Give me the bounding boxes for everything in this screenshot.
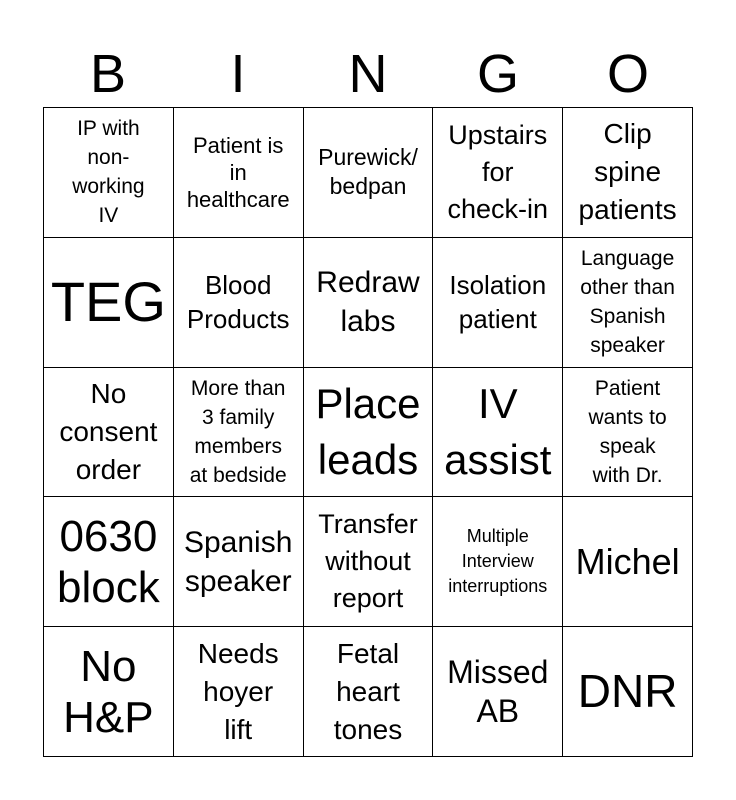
header-letter-i: I	[230, 44, 246, 104]
header-letter-n: N	[348, 44, 388, 104]
bingo-cell[interactable]	[44, 497, 174, 627]
bingo-cell[interactable]	[304, 368, 434, 498]
cell-text: Needs hoyer lift	[197, 637, 279, 745]
bingo-cell[interactable]	[174, 497, 304, 627]
bingo-cell[interactable]	[304, 108, 434, 238]
bingo-cell[interactable]	[174, 238, 304, 368]
cell-text: Blood Products	[186, 270, 290, 335]
cell-text: More than 3 family members at bedside	[189, 376, 287, 487]
cell-text: Patient wants to speak with Dr.	[588, 376, 667, 487]
bingo-board	[43, 107, 693, 757]
cell-text: DNR	[577, 665, 678, 718]
cell-text: Language other than Spanish speaker	[580, 247, 675, 358]
bingo-cell[interactable]	[433, 238, 563, 368]
header-letter-g: G	[476, 44, 519, 104]
cell-text: Fetal heart tones	[333, 637, 403, 745]
bingo-cell[interactable]	[44, 238, 174, 368]
bingo-cell[interactable]	[304, 497, 434, 627]
cell-text: Multiple Interview interruptions	[448, 526, 548, 597]
cell-text: Clip spine patients	[578, 118, 677, 226]
cell-text: Missed AB	[447, 653, 549, 729]
bingo-cell[interactable]	[563, 238, 693, 368]
bingo-cell[interactable]	[174, 108, 304, 238]
header-letter-o: O	[606, 44, 649, 104]
bingo-cell[interactable]	[563, 368, 693, 498]
cell-text: Patient is in healthcare	[186, 132, 290, 212]
bingo-cell[interactable]	[563, 627, 693, 757]
cell-text: Transfer without report	[318, 509, 418, 614]
cell-text: Purewick/ bedpan	[318, 144, 418, 200]
bingo-cell[interactable]	[433, 627, 563, 757]
cell-text: Isolation patient	[449, 270, 547, 335]
header-letter-b: B	[89, 44, 127, 104]
cell-text: TEG	[50, 270, 166, 334]
bingo-cell[interactable]	[563, 108, 693, 238]
cell-text: No H&P	[63, 641, 154, 742]
bingo-cell[interactable]	[304, 627, 434, 757]
bingo-cell[interactable]	[174, 368, 304, 498]
cell-text: Spanish speaker	[183, 525, 293, 598]
bingo-cell[interactable]	[44, 627, 174, 757]
cell-text: No consent order	[59, 377, 158, 485]
bingo-cell[interactable]	[174, 627, 304, 757]
bingo-cell[interactable]	[44, 108, 174, 238]
bingo-cell[interactable]	[304, 238, 434, 368]
bingo-cell[interactable]	[433, 497, 563, 627]
bingo-cell[interactable]	[433, 368, 563, 498]
bingo-header	[43, 40, 693, 108]
bingo-cell[interactable]	[563, 497, 693, 627]
cell-text: IV assist	[444, 379, 552, 483]
cell-text: Upstairs for check-in	[447, 119, 549, 224]
cell-text: 0630 block	[57, 511, 160, 612]
bingo-cell[interactable]	[44, 368, 174, 498]
bingo-cell[interactable]	[433, 108, 563, 238]
cell-text: Place leads	[315, 379, 421, 483]
cell-text: Michel	[575, 540, 680, 582]
cell-text: Redraw labs	[316, 266, 420, 339]
cell-text: IP with non- working IV	[72, 117, 145, 228]
